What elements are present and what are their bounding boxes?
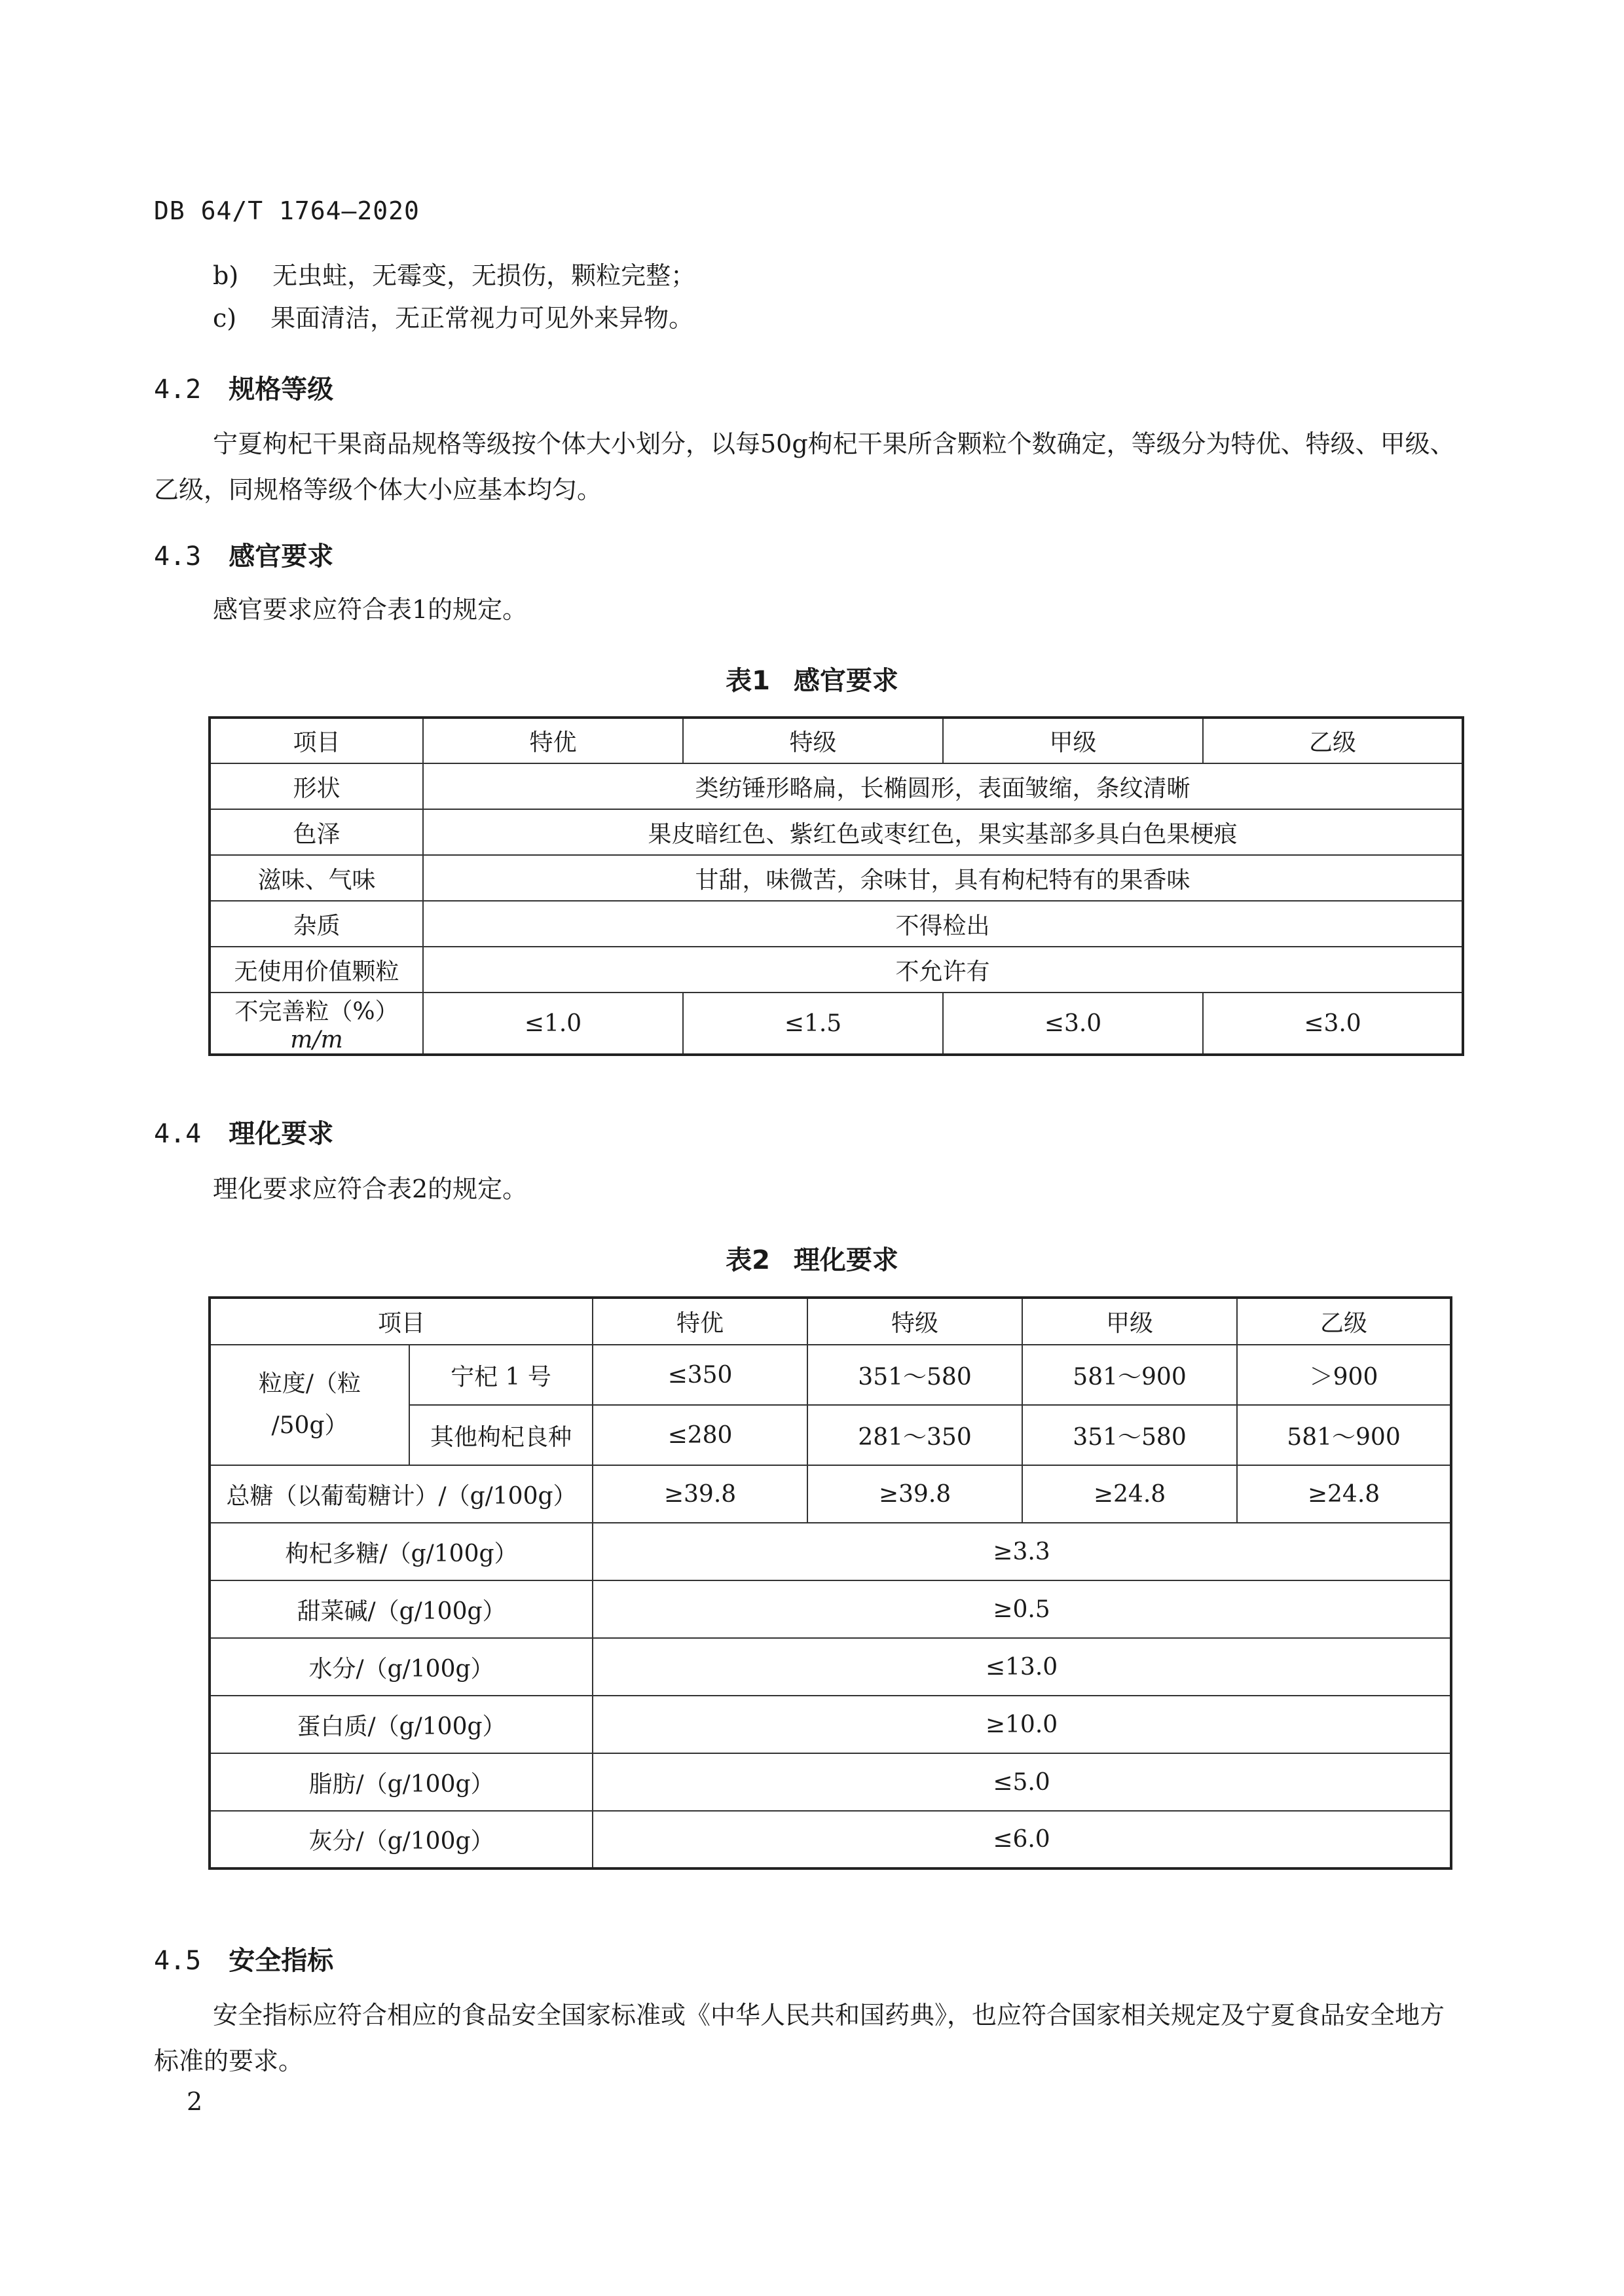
table-sensory <box>208 716 1464 1056</box>
row-label: 甜菜碱/（g/100g） <box>210 1580 593 1638</box>
list-mark: b) <box>213 261 239 290</box>
table-row <box>210 763 1463 809</box>
size-label-line2: /50g） <box>271 1412 348 1439</box>
header-cell: 项目 <box>210 1298 593 1345</box>
table-number: 表1 <box>726 666 770 696</box>
table-title: 感官要求 <box>793 666 898 696</box>
row-value: ≤280 <box>593 1405 807 1465</box>
row-value: ≥3.3 <box>593 1523 1451 1580</box>
size-label <box>210 1345 409 1465</box>
row-value: 581～900 <box>1237 1405 1451 1465</box>
section-number: 4.4 <box>154 1119 202 1149</box>
row-value: ≤3.0 <box>1203 993 1463 1055</box>
row-value: 351～580 <box>1022 1405 1237 1465</box>
row-value: ≤1.5 <box>683 993 943 1055</box>
row-label: 枸杞多糖/（g/100g） <box>210 1523 593 1580</box>
table-row <box>210 1753 1451 1811</box>
row-value: ≤5.0 <box>593 1753 1451 1811</box>
row-label: 滋味、气味 <box>210 855 423 901</box>
row-value: 不得检出 <box>423 901 1463 947</box>
row-value: ＞900 <box>1237 1345 1451 1405</box>
row-value: ≥24.8 <box>1237 1465 1451 1523</box>
variety-label: 宁杞 1 号 <box>409 1345 593 1405</box>
row-value: ≥10.0 <box>593 1696 1451 1753</box>
table-row <box>210 1465 1451 1523</box>
table-number: 表2 <box>726 1245 770 1275</box>
section-title: 感官要求 <box>229 541 334 572</box>
row-label: 脂肪/（g/100g） <box>210 1753 593 1811</box>
row-value: ≤13.0 <box>593 1638 1451 1696</box>
table-row <box>210 809 1463 855</box>
header-cell: 甲级 <box>1022 1298 1237 1345</box>
table-row <box>210 1696 1451 1753</box>
document-code: DB 64/T 1764—2020 <box>154 196 420 225</box>
row-label: 色泽 <box>210 809 423 855</box>
row-value: 281～350 <box>807 1405 1022 1465</box>
paragraph-4-5: 安全指标应符合相应的食品安全国家标准或《中华人民共和国药典》，也应符合国家相关规定及宁夏食品安全地方标准的要求。 <box>154 2001 1445 2075</box>
row-value: 581～900 <box>1022 1345 1237 1405</box>
row-label-text: 不完善粒（%） <box>234 998 399 1025</box>
row-label: 形状 <box>210 763 423 809</box>
list-item-b <box>213 263 695 288</box>
section-title: 理化要求 <box>229 1119 334 1149</box>
row-value: 甘甜，味微苦，余味甘，具有枸杞特有的果香味 <box>423 855 1463 901</box>
row-value: ≤350 <box>593 1345 807 1405</box>
list-text: 无虫蛀，无霉变，无损伤，颗粒完整； <box>272 261 696 290</box>
section-heading-4-3 <box>154 536 333 573</box>
header-cell: 乙级 <box>1203 718 1463 763</box>
variety-label: 其他枸杞良种 <box>409 1405 593 1465</box>
list-text: 果面清洁，无正常视力可见外来异物。 <box>270 304 694 333</box>
row-label: 蛋白质/（g/100g） <box>210 1696 593 1753</box>
table-row <box>210 901 1463 947</box>
section-number: 4.2 <box>154 374 202 405</box>
header-cell: 特优 <box>423 718 683 763</box>
paragraph-4-3: 感官要求应符合表1的规定。 <box>213 595 528 624</box>
row-label: 灰分/（g/100g） <box>210 1811 593 1868</box>
size-label-line1: 粒度/（粒 <box>258 1370 361 1397</box>
table-row <box>210 1580 1451 1638</box>
paragraph-4-4: 理化要求应符合表2的规定。 <box>213 1175 528 1203</box>
table-title: 理化要求 <box>793 1245 898 1275</box>
table-row <box>210 1523 1451 1580</box>
list-mark: c) <box>213 304 237 333</box>
row-value: ≤3.0 <box>943 993 1203 1055</box>
list-item-c <box>213 306 693 331</box>
section-heading-4-2 <box>154 369 333 406</box>
row-value: ≥24.8 <box>1022 1465 1237 1523</box>
row-value: 果皮暗红色、紫红色或枣红色，果实基部多具白色果梗痕 <box>423 809 1463 855</box>
row-value: ≤6.0 <box>593 1811 1451 1868</box>
header-cell: 特级 <box>683 718 943 763</box>
row-value: ≥39.8 <box>807 1465 1022 1523</box>
row-value: 类纺锤形略扁，长椭圆形，表面皱缩，条纹清晰 <box>423 763 1463 809</box>
section-heading-4-5 <box>154 1940 333 1977</box>
table-row <box>210 1638 1451 1696</box>
table2-caption <box>0 1239 1624 1277</box>
table-row <box>210 1345 1451 1405</box>
row-label: 总糖（以葡萄糖计）/（g/100g） <box>210 1465 593 1523</box>
table-row <box>210 1811 1451 1868</box>
paragraph-4-2: 宁夏枸杞干果商品规格等级按个体大小划分，以每50g枸杞干果所含颗粒个数确定，等级分为特优、特级、甲级、乙级，同规格等级个体大小应基本均匀。 <box>154 429 1455 504</box>
table1-caption <box>0 660 1624 697</box>
page-number: 2 <box>187 2087 203 2116</box>
table-header-row <box>210 718 1463 763</box>
row-value: 不允许有 <box>423 947 1463 993</box>
section-number: 4.3 <box>154 541 202 572</box>
row-label-unit: m/m <box>290 1027 343 1053</box>
row-label <box>210 993 423 1055</box>
header-cell: 甲级 <box>943 718 1203 763</box>
row-label: 水分/（g/100g） <box>210 1638 593 1696</box>
table-physicochemical <box>208 1296 1452 1870</box>
header-cell: 乙级 <box>1237 1298 1451 1345</box>
row-value: ≥0.5 <box>593 1580 1451 1638</box>
row-label: 杂质 <box>210 901 423 947</box>
section-title: 安全指标 <box>229 1946 334 1976</box>
row-value: ≤1.0 <box>423 993 683 1055</box>
row-value: ≥39.8 <box>593 1465 807 1523</box>
section-number: 4.5 <box>154 1946 202 1976</box>
table-row <box>210 855 1463 901</box>
section-heading-4-4 <box>154 1113 333 1150</box>
header-cell: 特级 <box>807 1298 1022 1345</box>
header-cell: 项目 <box>210 718 423 763</box>
header-cell: 特优 <box>593 1298 807 1345</box>
table-row <box>210 993 1463 1055</box>
row-value: 351～580 <box>807 1345 1022 1405</box>
table-header-row <box>210 1298 1451 1345</box>
section-title: 规格等级 <box>229 374 334 405</box>
row-label: 无使用价值颗粒 <box>210 947 423 993</box>
table-row <box>210 947 1463 993</box>
